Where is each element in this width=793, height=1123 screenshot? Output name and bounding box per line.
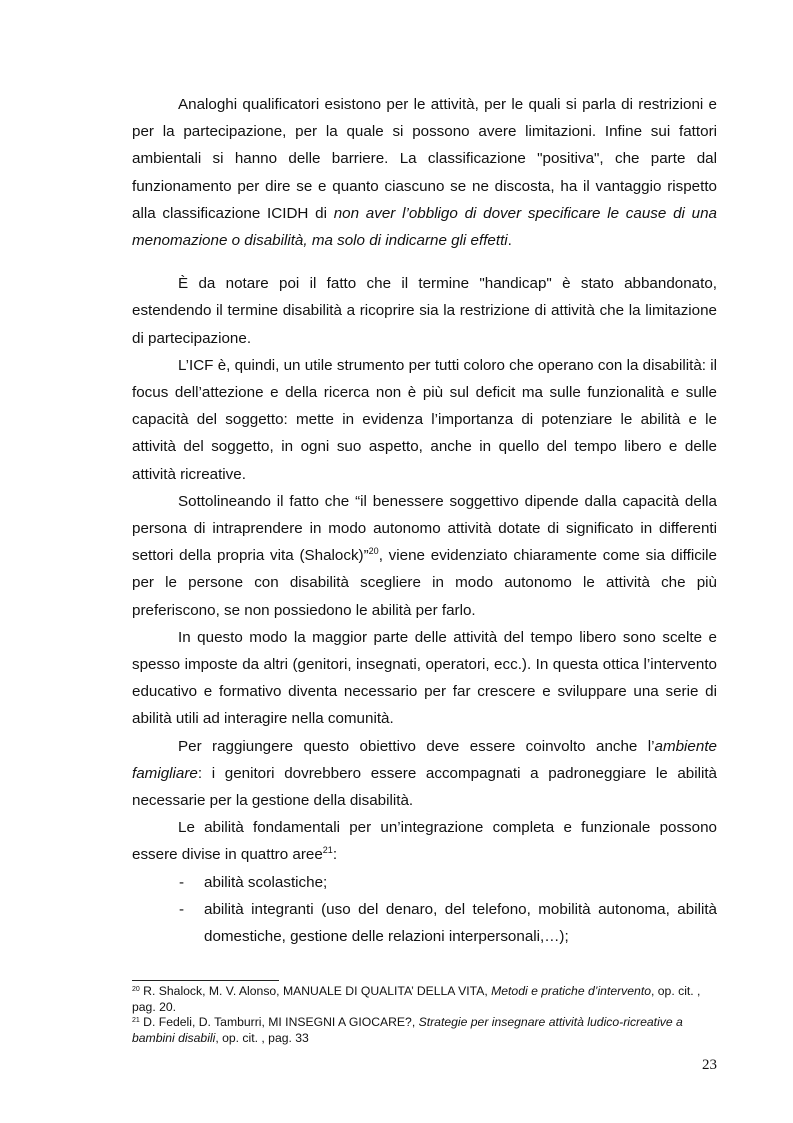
paragraph xyxy=(132,814,717,868)
text-run: D. Fedeli, D. Tamburri, MI INSEGNI A GIOCARE?, xyxy=(139,1015,419,1030)
text-run: Sottolineando il fatto che “il benessere soggettivo dipende dalla capacità della persona di intraprendere in modo autonomo attività dotate di significato in differenti settori della propria vita (Shalock)” xyxy=(132,492,717,565)
paragraph xyxy=(132,270,717,352)
footnote-separator xyxy=(132,980,279,981)
list-item-text: abilità scolastiche; xyxy=(204,873,328,891)
text-run: , viene evidenziato chiaramente come sia difficile per le persone con disabilità scegliere in modo autonomo le attività che più preferiscono, se non possiedono le abilità per farlo. xyxy=(132,547,717,619)
bullet-dash: - xyxy=(179,873,185,891)
footnotes xyxy=(132,984,717,1046)
bullet-list xyxy=(132,869,717,951)
footnote xyxy=(132,1015,717,1046)
text-run: : i genitori dovrebbero essere accompagnati a padroneggiare le abilità necessarie per la gestione della disabilità. xyxy=(132,764,717,810)
page-number: 23 xyxy=(702,1057,717,1073)
text-run: , op. cit. , pag. 33 xyxy=(215,1030,309,1045)
paragraph xyxy=(132,352,717,488)
paragraphs xyxy=(132,91,717,869)
text-run: . xyxy=(507,232,512,250)
text-run: : xyxy=(332,846,338,864)
text-run: Per raggiungere questo obiettivo deve essere coinvolto anche l’ xyxy=(178,737,655,755)
footnote xyxy=(132,984,717,1015)
text-run: R. Shalock, M. V. Alonso, MANUALE DI QUALITA’ DELLA VITA, xyxy=(139,984,492,998)
body-text xyxy=(132,91,717,950)
list-item xyxy=(132,869,717,896)
paragraph xyxy=(132,91,717,254)
paragraph xyxy=(132,624,717,733)
bullet-dash: - xyxy=(179,900,185,918)
paragraph xyxy=(132,488,717,624)
italic-text: Metodi e pratiche d’intervento xyxy=(491,984,651,998)
text-run: L’ICF è, quindi, un utile strumento per tutti coloro che operano con la disabilità: il focus dell’attezione e della ricerca non è più sul deficit ma sulle funzionalità e sulle capacità del soggetto: mette in evidenza l’importanza di potenziare le abilità e le attività del soggetto, in ogni suo aspetto, anche in quello del tempo libero e delle attività ricreative. xyxy=(132,356,717,483)
italic-text: Strategie per insegnare attività ludico-ricreative a bambini disabili xyxy=(132,1015,683,1045)
footnote-ref: 21 xyxy=(132,1017,140,1025)
list-item-text: abilità integranti (uso del denaro, del telefono, mobilità autonoma, abilità domestiche, gestione delle relazioni interpersonali,…); xyxy=(204,900,717,946)
list-item xyxy=(132,896,717,950)
text-run: Le abilità fondamentali per un’integrazione completa e funzionale possono essere divise in quattro aree xyxy=(132,819,717,864)
footnote-ref: 20 xyxy=(368,546,379,557)
text-run: , op. cit. , pag. 20. xyxy=(132,984,701,1014)
text-run: In questo modo la maggior parte delle attività del tempo libero sono scelte e spesso imposte da altri (genitori, insegnati, operatori, ecc.). In questa ottica l’intervento educativo e formativo diventa necessario per far crescere e sviluppare una serie di abilità utili ad interagire nella comunità. xyxy=(132,628,717,728)
footnote-ref: 21 xyxy=(322,845,333,856)
footnote-ref: 20 xyxy=(132,986,140,993)
italic-text: ambiente famigliare xyxy=(132,737,717,782)
italic-text: non aver l’obbligo di dover specificare le cause di una menomazione o disabilità, ma solo di indicarne gli effetti xyxy=(132,204,717,250)
text-run: Analoghi qualificatori esistono per le attività, per le quali si parla di restrizioni e per la partecipazione, per la quale si possono avere limitazioni. Infine sui fattori ambientali si hanno delle barriere. La classificazione "positiva", che parte dal funzionamento per dire se e quanto ciascuno se ne discosta, ha il vantaggio rispetto alla classificazione ICIDH di xyxy=(132,96,717,222)
text-run: È da notare poi il fatto che il termine "handicap" è stato abbandonato, estendendo il termine disabilità a ricoprire sia la restrizione di attività che la limitazione di partecipazione. xyxy=(132,275,717,347)
paragraph xyxy=(132,733,717,815)
